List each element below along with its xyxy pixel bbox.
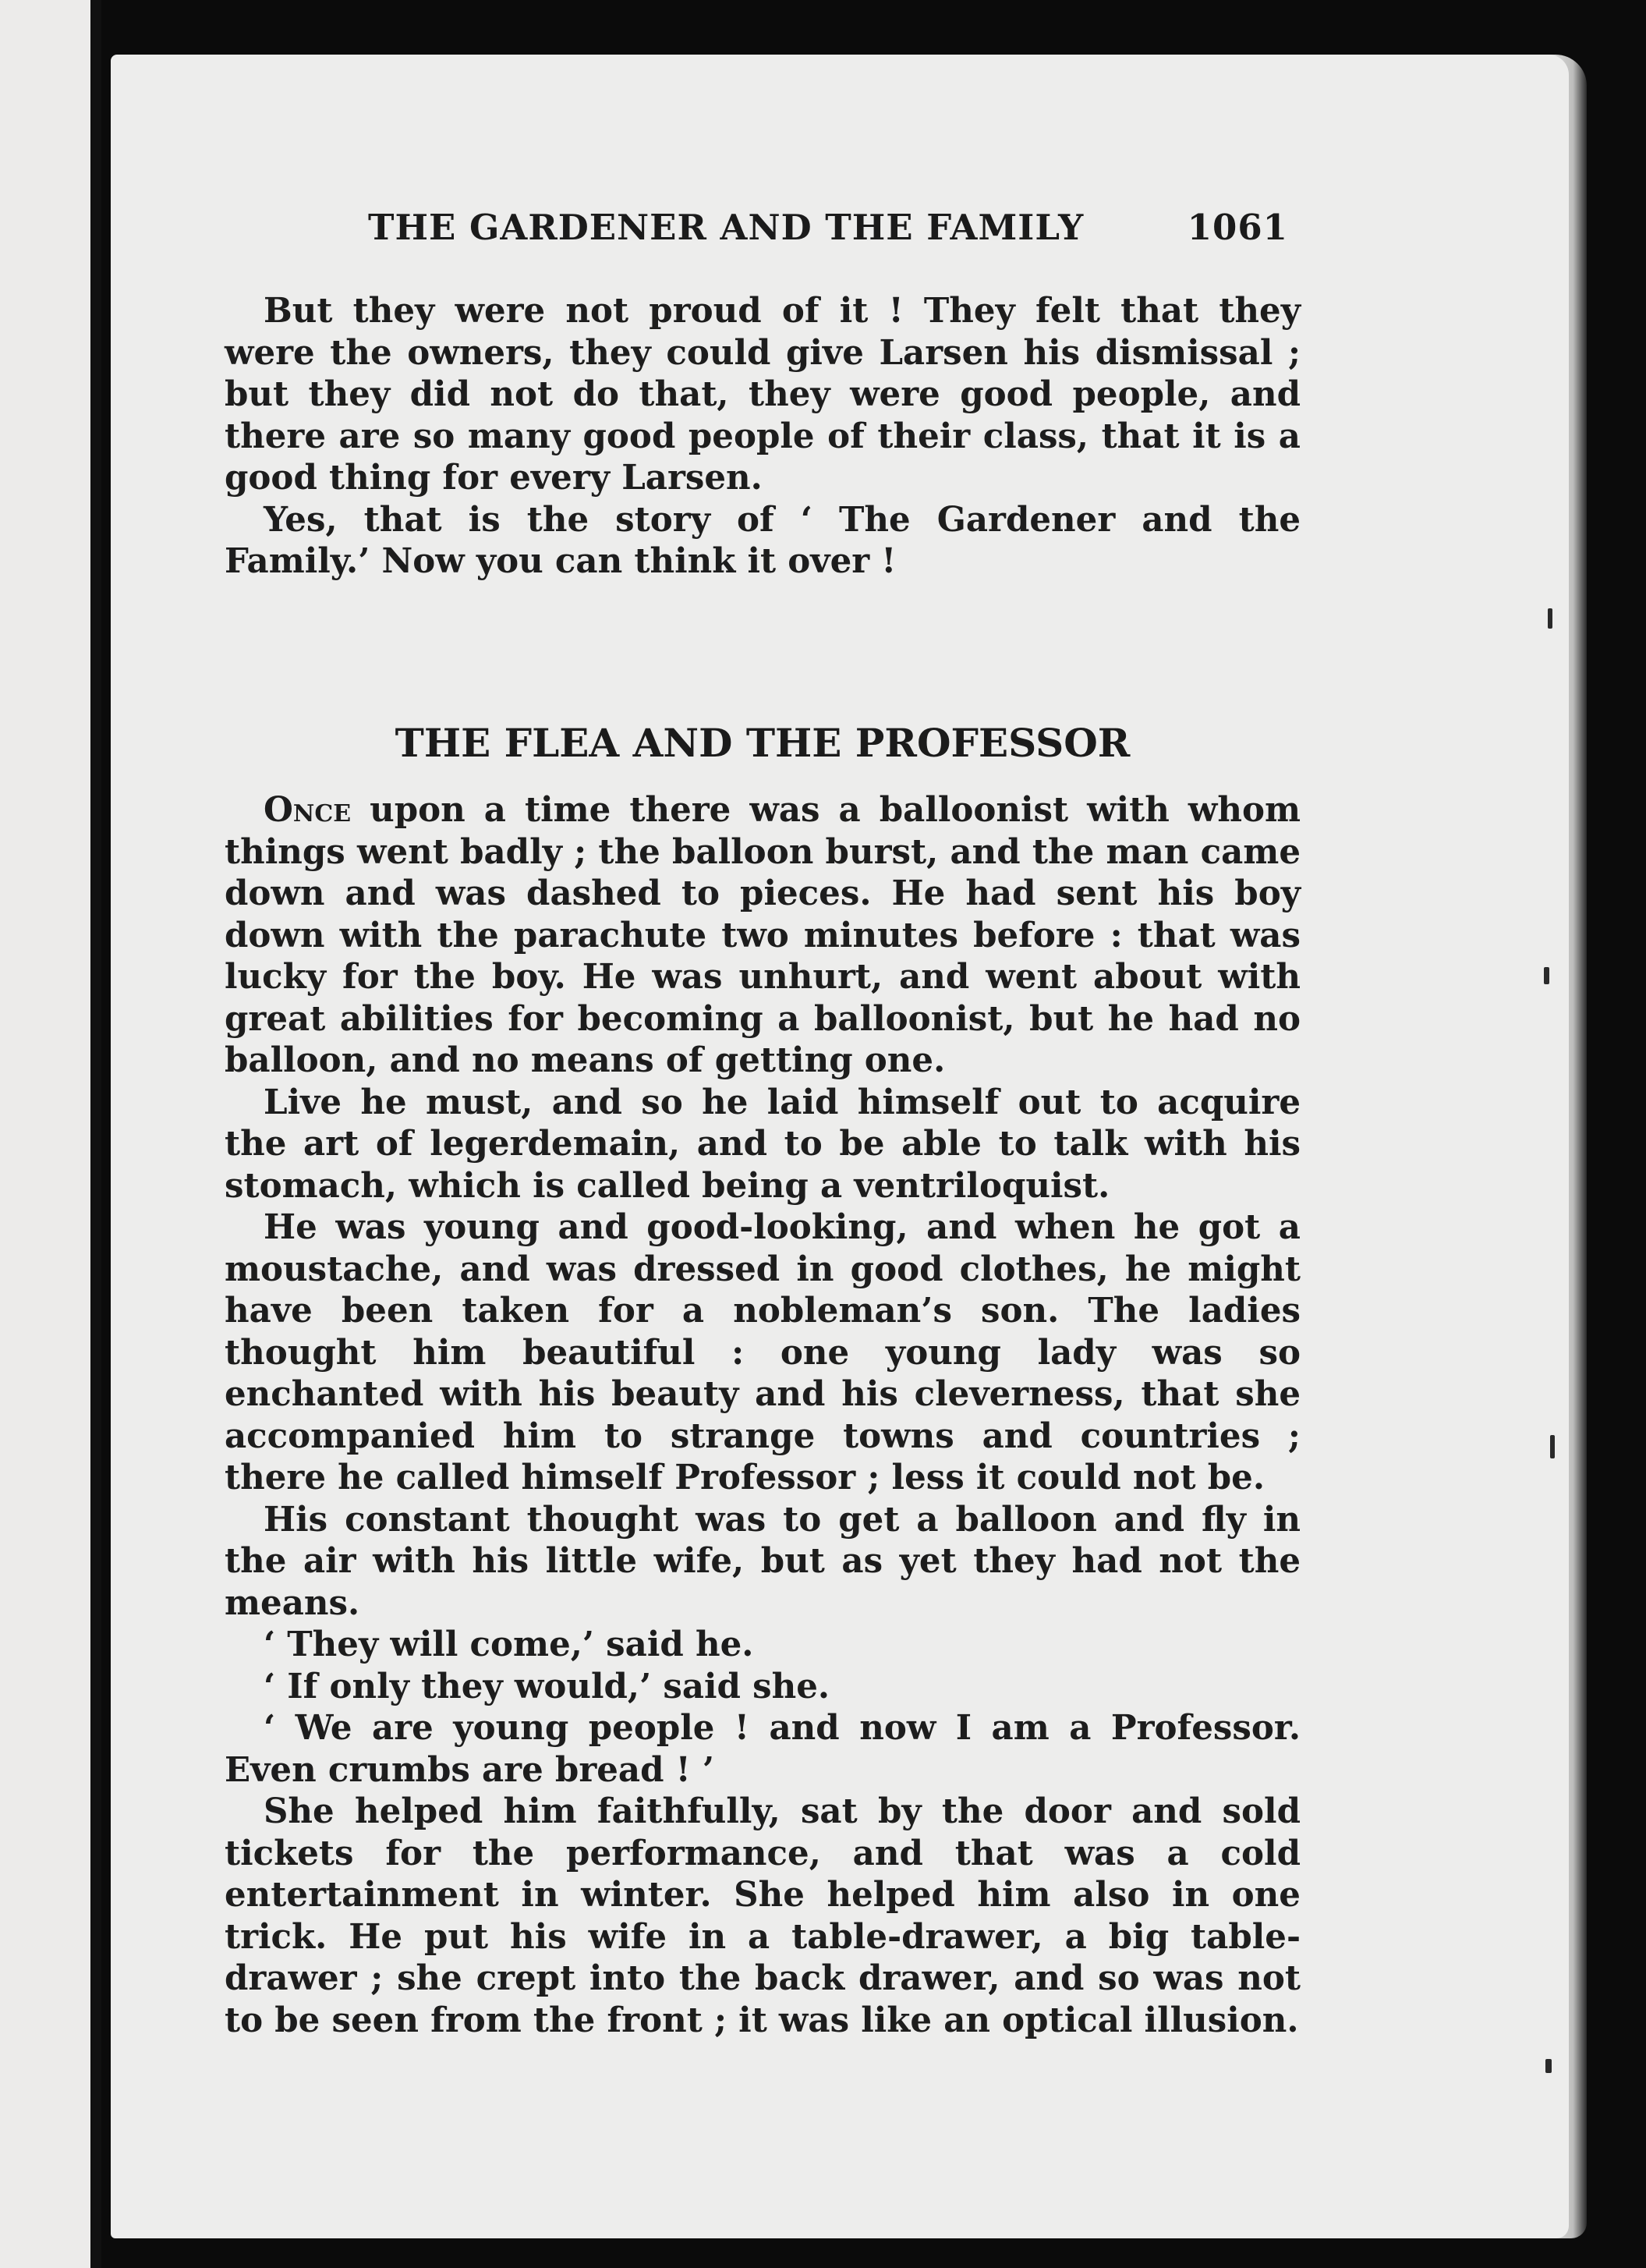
running-header (368, 204, 1288, 251)
scan-speck (1550, 1435, 1555, 1458)
scan-speck (1544, 967, 1549, 984)
story-body (225, 789, 1301, 2041)
scan-speck (1545, 2059, 1552, 2073)
opening-paragraph-text: upon a time there was a balloonist with whom things went badly ; the balloon burst, and the man came down and was dashed to pieces. He had sent his boy down with the parachute two minutes before : that was lucky for the boy. He was unhurt, and went about with great abilities for becoming a balloonist, but he had no balloon, and no means of getting one. (225, 790, 1301, 1080)
paragraph: He was young and good-looking, and when he got a moustache, and was dressed in good clothes, he might have been taken for a nobleman’s son. The ladies thought him beautiful : one young lady was so enchanted with his beauty and his cleverness, that she accompanied him to strange towns and countries ; there he called himself Professor ; less it could not be. (225, 1207, 1301, 1497)
story-title: THE FLEA AND THE PROFESSOR (395, 720, 1131, 766)
paragraph: Live he must, and so he laid himself out to acquire the art of legerdemain, and to be able to talk with his stomach, which is called being a ventriloquist. (225, 1082, 1301, 1206)
paragraph: ‘ They will come,’ said he. (264, 1625, 754, 1664)
opening-paragraph (225, 789, 1301, 1082)
paragraph: ‘ We are young people ! and now I am a Professor. Even crumbs are bread ! ’ (225, 1708, 1301, 1790)
paragraph: Yes, that is the story of ‘ The Gardener and the Family.’ Now you can think it over ! (225, 499, 1301, 581)
scan-speck (1548, 608, 1552, 629)
running-title: THE GARDENER AND THE FAMILY (368, 207, 1085, 248)
page-number: 1061 (1187, 207, 1288, 248)
paragraph: ‘ If only they would,’ said she. (264, 1666, 830, 1706)
previous-story-ending (225, 290, 1301, 583)
paragraph: She helped him faithfully, sat by the door and sold tickets for the performance, and that was a cold entertainment in winter. She helped him also in one trick. He put his wife in a table-drawer, a big table-drawer ; she crept into the back drawer, and so was not to be seen from the front ; it was like an optical illusion. (225, 1791, 1301, 2040)
facing-page-edge (0, 0, 101, 2268)
paragraph: His constant thought was to get a balloon and fly in the air with his little wife, but as yet they had not the means. (225, 1499, 1301, 1623)
book-gutter (90, 0, 101, 2268)
opening-word: Once (264, 790, 352, 830)
paragraph: But they were not proud of it ! They felt that they were the owners, they could give Larsen his dismissal ; but they did not do that, they were good people, and there are so many good people of their class, that it is a good thing for every Larsen. (225, 291, 1301, 498)
